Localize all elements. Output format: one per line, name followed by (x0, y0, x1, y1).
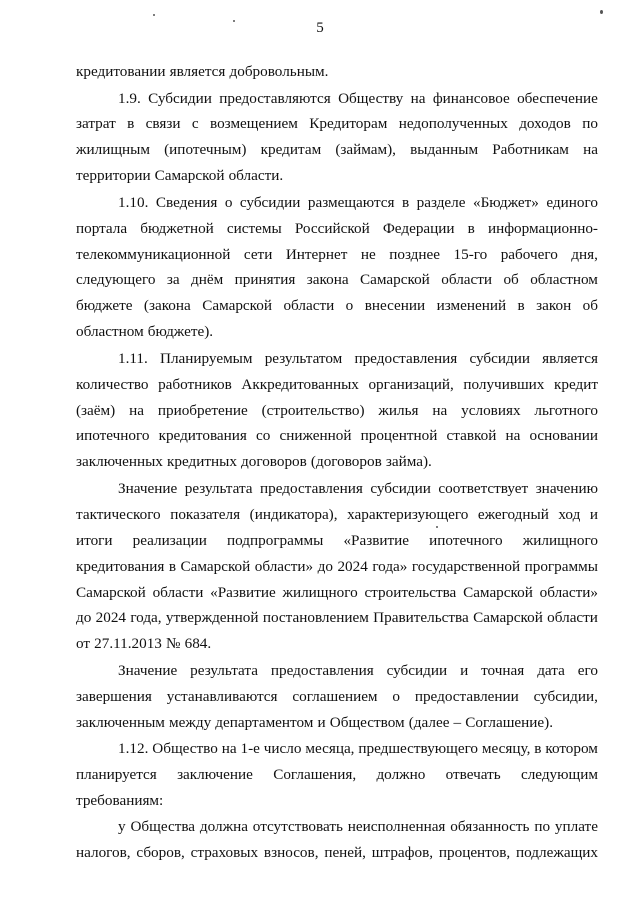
text-line: (заём) на приобретение (строительство) жилья на условиях льготного (76, 401, 598, 419)
paragraph (76, 86, 598, 190)
text-line: заключенных кредитных договоров (договоров займа). (76, 453, 432, 471)
text-line: территории Самарской области. (76, 167, 284, 185)
text-line: завершения устанавливаются соглашением о предоставлении субсидии, (76, 687, 598, 705)
paragraph (76, 190, 598, 345)
text-line: от 27.11.2013 № 684. (76, 635, 212, 653)
text-line: до 2024 года, утвержденной постановлением Правительства Самарской области (76, 609, 598, 627)
document-body (76, 59, 598, 866)
text-line: областном бюджете). (76, 323, 214, 341)
text-line: телекоммуникационной сети Интернет не позднее 15-го рабочего дня, (76, 245, 598, 263)
text-line: 1.11. Планируемым результатом предоставления субсидии является (118, 349, 598, 367)
paragraph (76, 658, 598, 736)
text-line: итоги реализации подпрограммы «Развитие ипотечного жилищного (76, 531, 598, 549)
text-line: бюджете (закона Самарской области о внесении изменений в закон об (76, 297, 598, 315)
text-line: Значение результата предоставления субсидии и точная дата его (118, 661, 598, 679)
text-line: тактического показателя (индикатора), характеризующего ежегодный ход и (76, 505, 598, 523)
text-line: жилищным (ипотечным) кредитам (займам), выданным Работникам на (76, 141, 598, 159)
paragraph (76, 814, 598, 866)
text-line: Самарской области «Развитие жилищного строительства Самарской области» (76, 583, 598, 601)
text-line: портала бюджетной системы Российской Федерации в информационно- (76, 219, 598, 237)
scan-speck (153, 14, 155, 16)
text-line: количество работников Аккредитованных организаций, получивших кредит (76, 375, 598, 393)
text-line: ипотечного кредитования со сниженной процентной ставкой на основании (76, 427, 598, 445)
page-number: 5 (316, 20, 324, 36)
text-line: налогов, сборов, страховых взносов, пеней, штрафов, процентов, подлежащих (76, 844, 598, 862)
text-line: кредитования в Самарской области» до 2024 года» государственной программы (76, 557, 598, 575)
text-line: у Общества должна отсутствовать неисполненная обязанность по уплате (118, 818, 598, 836)
text-line: следующего за днём принятия закона Самарской области об областном (76, 271, 598, 289)
text-line: Значение результата предоставления субсидии соответствует значению (118, 479, 598, 497)
text-line: 1.10. Сведения о субсидии размещаются в разделе «Бюджет» единого (118, 193, 598, 211)
text-line: планируется заключение Соглашения, должно отвечать следующим (76, 766, 598, 784)
paragraph (76, 59, 598, 85)
paragraph (76, 346, 598, 476)
paragraph (76, 476, 598, 657)
text-line: 1.12. Общество на 1-е число месяца, предшествующего месяцу, в котором (118, 740, 598, 758)
text-line: требованиям: (76, 791, 164, 809)
text-line: 1.9. Субсидии предоставляются Обществу на финансовое обеспечение (118, 89, 598, 107)
text-line: заключенным между департаментом и Обществом (далее – Соглашение). (76, 713, 554, 731)
scan-speck (600, 10, 603, 14)
scan-speck (233, 20, 235, 22)
text-line: затрат в связи с возмещением Кредиторам недополученных доходов по (76, 115, 598, 133)
paragraph (76, 736, 598, 814)
text-line: кредитовании является добровольным. (76, 63, 329, 80)
